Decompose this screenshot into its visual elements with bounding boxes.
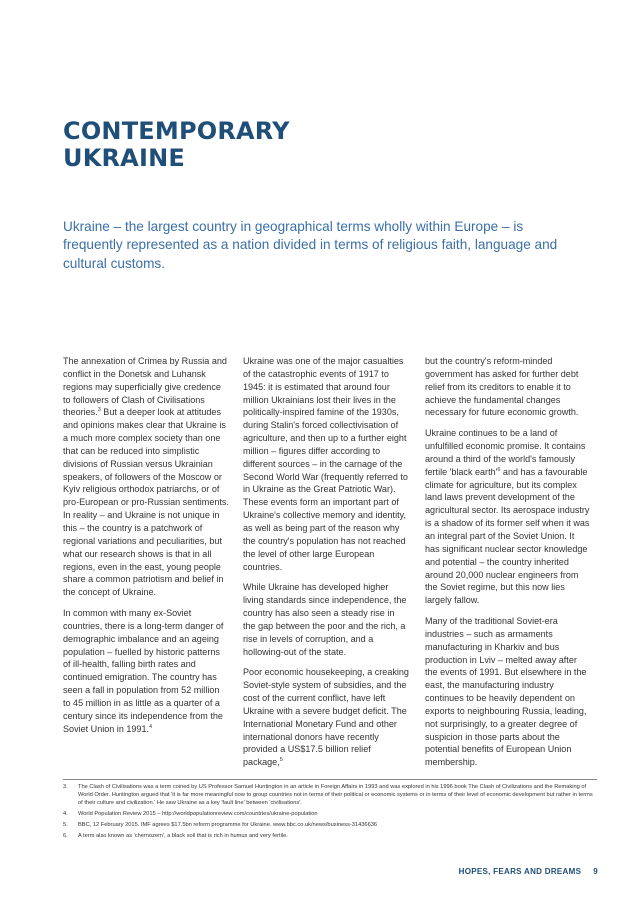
- footnote-ref-5[interactable]: 5: [279, 757, 283, 764]
- paragraph-text: Poor economic housekeeping, a creaking Soviet-style system of subsidies, and the cost of the current conflict, have left Ukraine with a severe budget deficit. The International Monetary Fund and other international donors have recently provided a US$17.5 billion relief package,: [243, 667, 409, 768]
- paragraph-text: and has a favourable climate for agriculture, but its complex land laws prevent development of the agricultural sector. Its aerospace industry is a shadow of its former self when it was an integral part of the Soviet Union. It has significant nuclear sector knowledge and potential – the country inherited around 20,000 nuclear engineers from the Soviet regime, but this now lies largely fallow.: [425, 466, 590, 606]
- column-1-paragraph-2: [63, 607, 229, 735]
- column-3-paragraph-1: but the country's reform-minded government has asked for further debt relief from its creditors to enable it to achieve the fundamental changes necessary for future economic growth.: [425, 356, 579, 418]
- footnote-ref-4[interactable]: 4: [149, 723, 153, 730]
- page-footer: [459, 867, 598, 876]
- footnotes: [63, 783, 597, 844]
- paragraph-text: Ukraine continues to be a land of unfulfilled economic promise. It contains around a third of the world's famously fertile 'black earth': [425, 428, 586, 477]
- footnote-number: 6.: [63, 833, 68, 840]
- section-title-line-1: CONTEMPORARY: [63, 117, 290, 145]
- footnote-divider: [63, 779, 597, 780]
- footnote-text: The Clash of Civilisations was a term coined by US Professor Samuel Huntington in an article in Foreign Affairs in 1993 and was explored in his 1996 book The Clash of Civilizations and the Remaking of World Order. Huntington argued that 'it is far more meaningful now to group countries not in terms of their political or economic systems or in terms of their level of economic development but rather in terms of their culture and civilization.' He saw Ukraine as a key 'fault line' between 'civilisations'.: [78, 784, 593, 807]
- footnote-number: 5.: [63, 822, 68, 829]
- paragraph-text: The annexation of Crimea by Russia and conflict in the Donetsk and Luhansk regions may superficially give credence to followers of Clash of Civilisations theories.: [63, 356, 227, 418]
- body-column-1: [63, 355, 229, 743]
- paragraph-text: In common with many ex-Soviet countries, there is a long-term danger of demographic imbalance and an ageing population – fuelled by historic patterns of ill-health, falling birth rates and continued emigration. The country has seen a fall in population from 52 million to 45 million in as little as a quarter of a century since its independence from the Soviet Union in 1991.: [63, 608, 224, 734]
- intro-paragraph: Ukraine – the largest country in geographical terms wholly within Europe – is frequently represented as a nation divided in terms of religious faith, language and cultural customs.: [63, 219, 558, 271]
- footnote-4: [63, 810, 597, 818]
- footnote-number: 4.: [63, 811, 68, 818]
- column-2-paragraph-3: [243, 666, 409, 769]
- footnote-6: [63, 832, 597, 840]
- footnote-text[interactable]: World Population Review 2015 – http://worldpopulationreview.com/countries/ukraine-population: [78, 811, 318, 818]
- footnote-ref-3[interactable]: 3: [97, 407, 101, 414]
- column-2-paragraph-2: While Ukraine has developed higher living standards since independence, the country has also seen a steady rise in the gap between the poor and the rich, a rise in levels of corruption, and a hollowing-out of the state.: [243, 582, 407, 657]
- page-number: 9: [593, 867, 598, 876]
- footnote-3: [63, 783, 597, 807]
- footnote-5: [63, 821, 597, 829]
- paragraph-text: But a deeper look at attitudes and opinions makes clear that Ukraine is a much more complex society than one that can be reduced into simplistic divisions of Russian versus Ukrainian speakers, of followers of the Moscow or Kyiv religious orthodox patriarchs, or of pro-European or pro-Russian sentiments. In reality – and Ukraine is not unique in this – the country is a patchwork of regional variations and peculiarities, but what our research shows is that in all regions, even in the east, young people share a common patriotism and belief in the concept of Ukraine.: [63, 407, 229, 598]
- footnote-text[interactable]: BBC, 12 February 2015. IMF agrees $17.5bn reform programme for Ukraine. www.bbc.co.uk/news/business-31436636: [78, 822, 378, 829]
- publication-title: HOPES, FEARS AND DREAMS: [458, 867, 582, 876]
- column-3-paragraph-2: [425, 427, 591, 607]
- column-1-paragraph-1: [63, 355, 229, 599]
- section-title-line-2: UKRAINE: [63, 144, 185, 172]
- section-title: [63, 118, 290, 172]
- column-2-paragraph-1: Ukraine was one of the major casualties of the catastrophic events of 1917 to 1945: it is estimated that around four million Ukrainians lost their lives in the politically-inspired famine of the 1930s, during Stalin's forced collectivisation of agriculture, and then up to a further eight million – figures differ according to different sources – in the carnage of the Second World War (frequently referred to in Ukraine as the Great Patriotic War). These events form an important part of Ukraine's collective memory and identity, as well as being part of the reason why the country's population has not reached the level of other large European countries.: [243, 356, 408, 572]
- footnote-text: A term also known as 'chernozem', a black soil that is rich in humus and very fertile.: [78, 833, 288, 840]
- column-3-paragraph-3: Many of the traditional Soviet-era industries – such as armaments manufacturing in Kharkiv and bus production in Lviv – melted away after the events of 1991. But elsewhere in the east, the manufacturing industry continues to be heavily dependent on exports to neighbouring Russia, leading, not surprisingly, to a greater degree of suspicion in those parts about the potential benefits of European Union membership.: [425, 616, 587, 768]
- footnote-ref-6[interactable]: 6: [497, 466, 501, 473]
- body-column-2: [243, 355, 409, 777]
- body-column-3: [425, 355, 591, 777]
- footnote-number: 3.: [63, 784, 68, 790]
